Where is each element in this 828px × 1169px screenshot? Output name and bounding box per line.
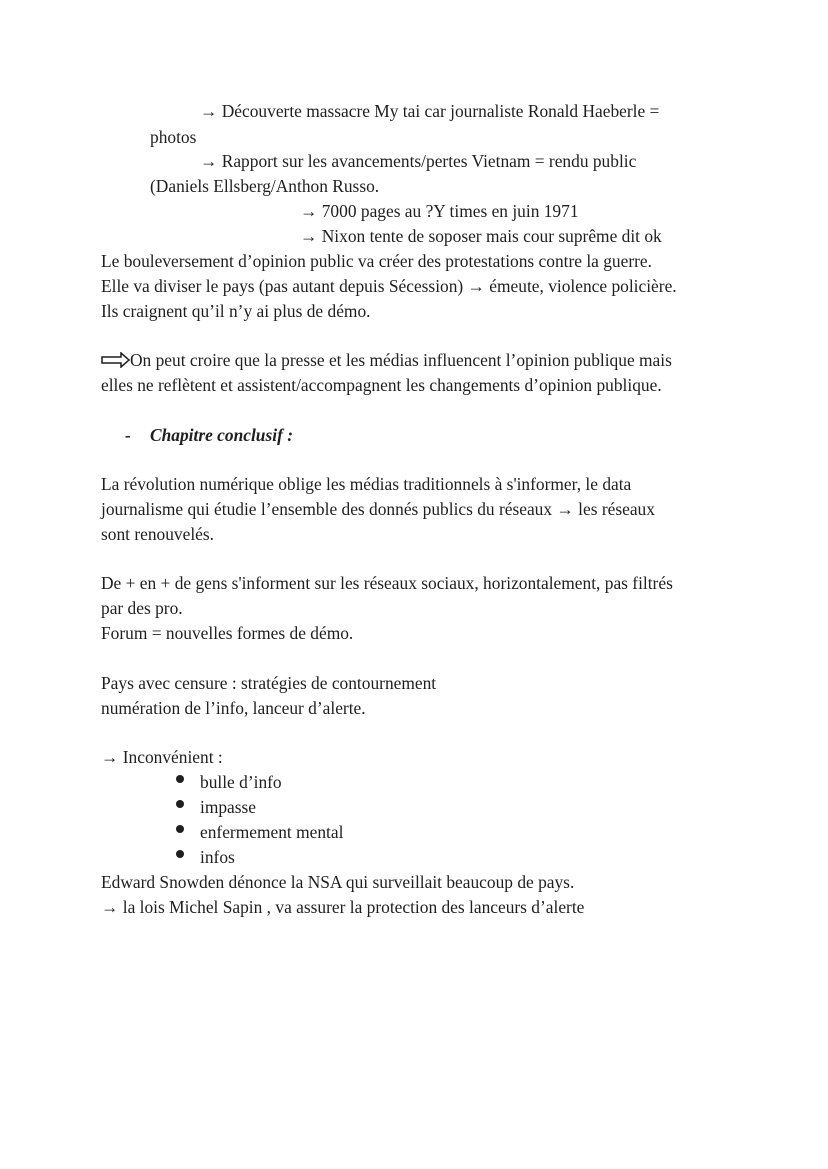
list-item: infos	[200, 847, 235, 867]
text-line: elles ne reflètent et assistent/accompagnent les changements d’opinion publique.	[101, 375, 662, 395]
text-line: Elle va diviser le pays (pas autant depuis Sécession) → émeute, violence policière.	[101, 276, 677, 296]
bullet-icon	[176, 825, 184, 833]
text-line: numération de l’info, lanceur d’alerte.	[101, 698, 366, 718]
text-line: Le bouleversement d’opinion public va créer des protestations contre la guerre.	[101, 251, 652, 271]
text-line: sont renouvelés.	[101, 524, 215, 544]
text-line: Ils craignent qu’il n’y ai plus de démo.	[101, 301, 371, 321]
inconvenient-label: → Inconvénient :	[101, 747, 223, 767]
chapter-dash: -	[125, 425, 131, 445]
text-line: (Daniels Ellsberg/Anthon Russo.	[150, 176, 380, 196]
bullet-icon	[176, 800, 184, 808]
text-line: → 7000 pages au ?Y times en juin 1971	[300, 201, 579, 221]
text-line: → Découverte massacre My tai car journaliste Ronald Haeberle =	[200, 101, 660, 121]
text-line: → Rapport sur les avancements/pertes Vietnam = rendu public	[200, 151, 637, 171]
list-item: impasse	[200, 797, 257, 817]
bullet-icon	[176, 775, 184, 783]
bullet-icon	[176, 850, 184, 858]
text-line: → Nixon tente de soposer mais cour suprême dit ok	[300, 226, 662, 246]
text-line: Forum = nouvelles formes de démo.	[101, 623, 354, 643]
double-arrow-icon	[101, 352, 131, 368]
text-line: par des pro.	[101, 598, 183, 618]
text-line: Edward Snowden dénonce la NSA qui surveillait beaucoup de pays.	[101, 872, 575, 892]
list-item: bulle d’info	[200, 772, 282, 792]
chapter-heading: Chapitre conclusif :	[150, 425, 293, 445]
text-line: La révolution numérique oblige les médias traditionnels à s'informer, le data	[101, 474, 632, 494]
text-line: De + en + de gens s'informent sur les réseaux sociaux, horizontalement, pas filtrés	[101, 573, 673, 593]
text-line: journalisme qui étudie l’ensemble des donnés publics du réseaux → les réseaux	[101, 499, 655, 519]
text-line: → la lois Michel Sapin , va assurer la protection des lanceurs d’alerte	[101, 897, 585, 917]
text-line: Pays avec censure : stratégies de contournement	[101, 673, 437, 693]
text-line: photos	[150, 127, 197, 147]
list-item: enfermement mental	[200, 822, 344, 842]
text-line: On peut croire que la presse et les médias influencent l’opinion publique mais	[130, 350, 672, 370]
